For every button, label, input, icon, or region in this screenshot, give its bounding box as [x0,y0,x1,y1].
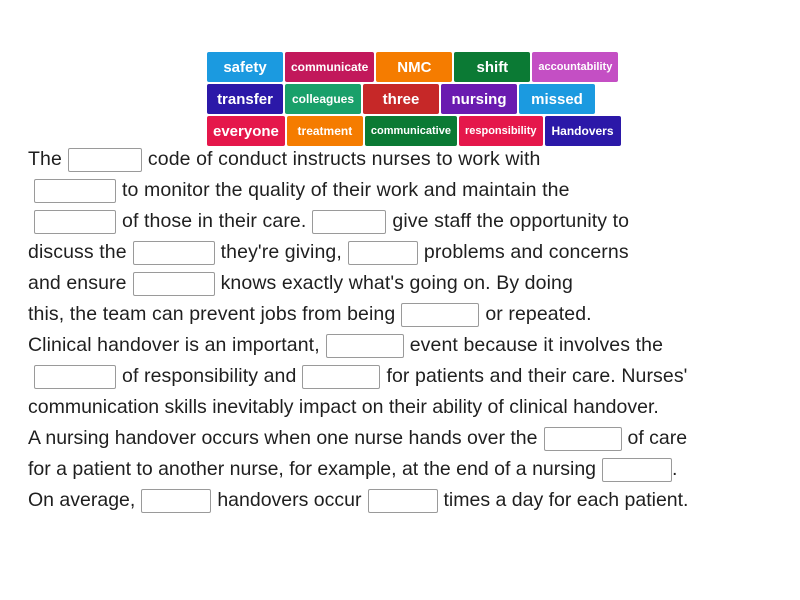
answer-blank-11[interactable] [302,365,380,389]
answer-blank-1[interactable] [68,148,142,172]
answer-blank-6[interactable] [348,241,418,265]
text-line [28,268,776,299]
text-fragment: Clinical handover is an important, [28,334,320,356]
word-bank-row [207,116,621,146]
text-fragment: give staff the opportunity to [392,210,630,232]
word-chip-three[interactable]: three [363,84,439,114]
text-fragment: communication skills inevitably impact on their ability of clinical handover. [28,396,659,418]
text-fragment: or repeated. [485,303,592,325]
text-line [28,206,776,237]
text-fragment: to monitor the quality of their work and maintain the [122,179,570,201]
text-line [28,361,776,392]
word-chip-shift[interactable]: shift [454,52,530,82]
word-chip-missed[interactable]: missed [519,84,595,114]
text-fragment: and ensure [28,272,127,294]
word-chip-responsibility[interactable]: responsibility [459,116,543,146]
word-chip-communicate[interactable]: communicate [285,52,374,82]
word-chip-nursing[interactable]: nursing [441,84,517,114]
text-line [28,392,776,423]
text-fragment: code of conduct instructs nurses to work with [147,148,541,170]
text-line [28,330,776,361]
word-chip-treatment[interactable]: treatment [287,116,363,146]
text-fragment: The [28,148,62,170]
answer-blank-2[interactable] [34,179,116,203]
answer-blank-8[interactable] [401,303,479,327]
text-line [28,485,776,516]
text-line [28,144,776,175]
text-fragment: problems and concerns [423,241,629,263]
word-chip-colleagues[interactable]: colleagues [285,84,361,114]
answer-blank-14[interactable] [141,489,211,513]
word-bank-row [207,52,621,82]
text-fragment: event because it involves the [409,334,664,356]
word-chip-transfer[interactable]: transfer [207,84,283,114]
text-fragment: On average, [28,489,136,511]
text-fragment: handovers occur [217,489,362,511]
word-chip-communicative[interactable]: communicative [365,116,457,146]
answer-blank-15[interactable] [368,489,438,513]
text-fragment: A nursing handover occurs when one nurse hands over the [28,427,538,449]
text-fragment: times a day for each patient. [443,489,689,511]
word-chip-everyone[interactable]: everyone [207,116,285,146]
text-fragment: . [672,458,678,480]
answer-blank-13[interactable] [602,458,672,482]
answer-blank-9[interactable] [326,334,404,358]
text-fragment: of those in their care. [122,210,307,232]
text-fragment: for patients and their care. Nurses' [386,365,688,387]
word-chip-safety[interactable]: safety [207,52,283,82]
text-fragment: of care [627,427,688,449]
text-line [28,237,776,268]
word-chip-accountability[interactable]: accountability [532,52,618,82]
text-fragment: they're giving, [220,241,342,263]
answer-blank-7[interactable] [133,272,215,296]
word-chip-nmc[interactable]: NMC [376,52,452,82]
text-fragment: of responsibility and [122,365,297,387]
text-line [28,454,776,485]
answer-blank-4[interactable] [312,210,386,234]
word-bank [207,52,621,146]
text-line [28,299,776,330]
answer-blank-3[interactable] [34,210,116,234]
word-chip-handovers[interactable]: Handovers [545,116,621,146]
text-fragment: discuss the [28,241,127,263]
answer-blank-12[interactable] [544,427,622,451]
word-bank-row [207,84,621,114]
answer-blank-5[interactable] [133,241,215,265]
text-line [28,175,776,206]
exercise-text [28,144,776,516]
text-fragment: this, the team can prevent jobs from being [28,303,396,325]
text-fragment: for a patient to another nurse, for example, at the end of a nursing [28,458,597,480]
answer-blank-10[interactable] [34,365,116,389]
text-line [28,423,776,454]
text-fragment: knows exactly what's going on. By doing [220,272,573,294]
